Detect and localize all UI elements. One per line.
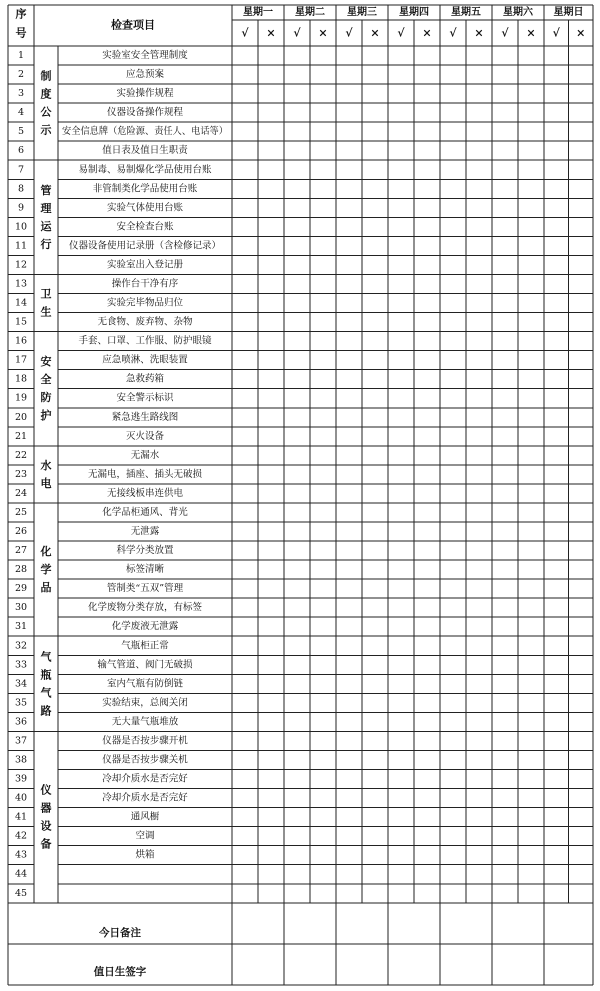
day-header-1: 星期二 <box>295 7 325 18</box>
category-label-0: 示 <box>40 123 52 137</box>
day-header-5: 星期六 <box>503 7 533 18</box>
category-label-1: 管 <box>40 183 52 197</box>
row-number: 2 <box>17 69 25 81</box>
category-label-3: 护 <box>40 409 52 423</box>
row-number: 16 <box>14 335 28 347</box>
row-item: 实验完毕物品归位 <box>106 297 184 309</box>
row-item: 易制毒、易制爆化学品使用台账 <box>78 164 212 176</box>
row-item: 无漏电，插座、插头无破损 <box>87 468 203 480</box>
row-number: 38 <box>14 754 28 766</box>
row-item: 安全信息牌（危险源、责任人、电话等） <box>62 126 234 138</box>
row-item: 空调 <box>135 830 155 842</box>
row-number: 25 <box>14 506 28 518</box>
row-item: 实验室安全管理制度 <box>102 50 188 62</box>
row-number: 5 <box>17 126 25 138</box>
row-number: 37 <box>14 735 28 747</box>
cross-mark-header: × <box>370 26 380 40</box>
check-mark-header: √ <box>293 26 301 40</box>
cross-mark-header: × <box>266 26 276 40</box>
row-number: 14 <box>14 297 28 309</box>
row-number: 33 <box>14 659 28 671</box>
row-item: 冷却介质水是否完好 <box>102 792 188 804</box>
row-item: 灭火设备 <box>125 430 165 442</box>
remarks-label: 今日备注 <box>99 927 141 939</box>
day-header-3: 星期四 <box>399 7 429 18</box>
row-item: 化学品柜通风、背光 <box>102 506 188 518</box>
category-label-3: 全 <box>40 373 52 387</box>
row-item: 非管制类化学品使用台账 <box>92 183 198 195</box>
cross-mark-header: × <box>576 26 586 40</box>
row-number: 39 <box>14 773 28 785</box>
row-number: 22 <box>14 449 28 461</box>
check-mark-header: √ <box>345 26 353 40</box>
row-item: 仪器设备使用记录册（含检修记录） <box>68 240 222 252</box>
row-item: 烘箱 <box>135 849 155 861</box>
row-item: 标签清晰 <box>125 564 165 576</box>
row-number: 34 <box>14 678 28 690</box>
category-label-2: 生 <box>40 305 52 319</box>
row-item: 紧急逃生路线图 <box>111 411 179 423</box>
row-item: 无漏水 <box>130 449 160 461</box>
row-item: 仪器是否按步骤开机 <box>102 735 188 747</box>
category-label-3: 安 <box>40 355 52 369</box>
row-number: 12 <box>14 259 28 271</box>
row-item: 实验结束，总阀关闭 <box>102 697 188 709</box>
row-item: 手套、口罩、工作服、防护眼镜 <box>78 335 212 347</box>
signature-label: 值日生签字 <box>93 966 147 978</box>
category-label-4: 电 <box>40 476 52 490</box>
row-number: 4 <box>17 107 25 119</box>
row-number: 6 <box>17 145 25 157</box>
row-number: 13 <box>14 278 28 290</box>
category-label-7: 仪 <box>40 783 52 797</box>
category-label-1: 理 <box>40 201 52 215</box>
row-item: 管制类“五双”管理 <box>106 583 184 595</box>
row-item: 化学废液无泄露 <box>111 621 179 633</box>
row-number: 36 <box>14 716 28 728</box>
check-mark-header: √ <box>552 26 560 40</box>
row-item: 仪器设备操作规程 <box>106 107 184 119</box>
row-number: 8 <box>17 183 25 195</box>
row-item: 实验气体使用台账 <box>106 202 184 214</box>
row-item: 无泄露 <box>130 526 160 538</box>
row-number: 3 <box>17 88 25 100</box>
row-number: 42 <box>14 830 28 842</box>
category-label-6: 气 <box>40 650 52 664</box>
check-mark-header: √ <box>449 26 457 40</box>
category-label-6: 气 <box>40 686 52 700</box>
category-label-3: 防 <box>40 391 52 405</box>
day-header-2: 星期三 <box>347 7 377 18</box>
row-item: 无食物、废弃物、杂物 <box>97 316 193 328</box>
row-item: 科学分类放置 <box>116 545 174 557</box>
check-mark-header: √ <box>241 26 249 40</box>
row-number: 30 <box>14 602 28 614</box>
seq-header-char: 号 <box>15 26 27 40</box>
category-label-1: 行 <box>40 237 52 251</box>
row-item: 无接线板串连供电 <box>106 487 184 499</box>
row-item: 无大量气瓶堆放 <box>111 716 179 728</box>
row-number: 24 <box>14 487 28 499</box>
check-mark-header: √ <box>501 26 509 40</box>
row-item: 操作台干净有序 <box>111 278 179 290</box>
category-label-7: 器 <box>40 801 52 815</box>
row-item: 输气管道、阀门无破损 <box>97 659 193 671</box>
row-number: 27 <box>14 545 28 557</box>
category-label-5: 化 <box>40 545 52 559</box>
row-number: 20 <box>14 411 28 423</box>
category-label-6: 路 <box>40 704 52 718</box>
row-number: 19 <box>14 392 28 404</box>
row-item: 室内气瓶有防倒链 <box>106 678 184 690</box>
row-item: 冷却介质水是否完好 <box>102 773 188 785</box>
row-item: 通风橱 <box>130 811 160 823</box>
cross-mark-header: × <box>422 26 432 40</box>
day-header-4: 星期五 <box>451 7 481 18</box>
row-number: 31 <box>14 621 28 633</box>
row-number: 23 <box>14 468 28 480</box>
row-item: 应急预案 <box>125 69 165 81</box>
row-number: 1 <box>17 50 25 62</box>
row-number: 29 <box>14 583 28 595</box>
check-mark-header: √ <box>397 26 405 40</box>
cross-mark-header: × <box>318 26 328 40</box>
row-number: 10 <box>14 221 28 233</box>
category-label-4: 水 <box>40 458 52 472</box>
row-number: 43 <box>14 849 28 861</box>
item-header: 检查项目 <box>111 18 155 32</box>
row-number: 7 <box>17 164 25 176</box>
row-number: 18 <box>14 373 28 385</box>
cross-mark-header: × <box>474 26 484 40</box>
table-text <box>15 5 585 978</box>
row-item: 安全警示标识 <box>116 392 174 404</box>
row-number: 21 <box>14 430 28 442</box>
row-item: 实验操作规程 <box>116 88 174 100</box>
row-number: 9 <box>17 202 25 214</box>
category-label-7: 备 <box>40 837 52 851</box>
table-grid-lines <box>8 5 593 985</box>
category-label-0: 度 <box>40 87 52 101</box>
category-label-0: 公 <box>40 105 52 119</box>
row-number: 26 <box>14 526 28 538</box>
row-item: 实验室出入登记册 <box>106 259 184 271</box>
row-item: 安全检查台账 <box>116 221 174 233</box>
row-number: 41 <box>14 811 28 823</box>
row-number: 17 <box>14 354 28 366</box>
row-number: 15 <box>14 316 28 328</box>
category-label-7: 设 <box>40 819 52 833</box>
category-label-6: 瓶 <box>40 668 52 682</box>
row-item: 化学废物分类存放，有标签 <box>87 602 203 614</box>
row-number: 44 <box>14 868 28 880</box>
day-header-0: 星期一 <box>243 7 273 18</box>
row-number: 32 <box>14 640 28 652</box>
category-label-2: 卫 <box>40 287 52 301</box>
row-item: 急救药箱 <box>125 373 165 385</box>
row-number: 28 <box>14 564 28 576</box>
row-item: 气瓶柜正常 <box>121 640 169 652</box>
row-number: 45 <box>14 887 28 899</box>
row-number: 40 <box>14 792 28 804</box>
row-item: 值日表及值日生职责 <box>102 145 188 157</box>
seq-header-char: 序 <box>15 7 27 21</box>
cross-mark-header: × <box>526 26 536 40</box>
category-label-0: 制 <box>40 69 52 83</box>
row-item: 应急喷淋、洗眼装置 <box>102 354 188 366</box>
day-header-6: 星期日 <box>553 7 584 18</box>
category-label-5: 品 <box>40 581 52 595</box>
row-number: 11 <box>14 240 28 252</box>
row-number: 35 <box>14 697 28 709</box>
category-label-5: 学 <box>40 563 52 577</box>
row-item: 仪器是否按步骤关机 <box>102 754 188 766</box>
category-label-1: 运 <box>40 219 52 233</box>
